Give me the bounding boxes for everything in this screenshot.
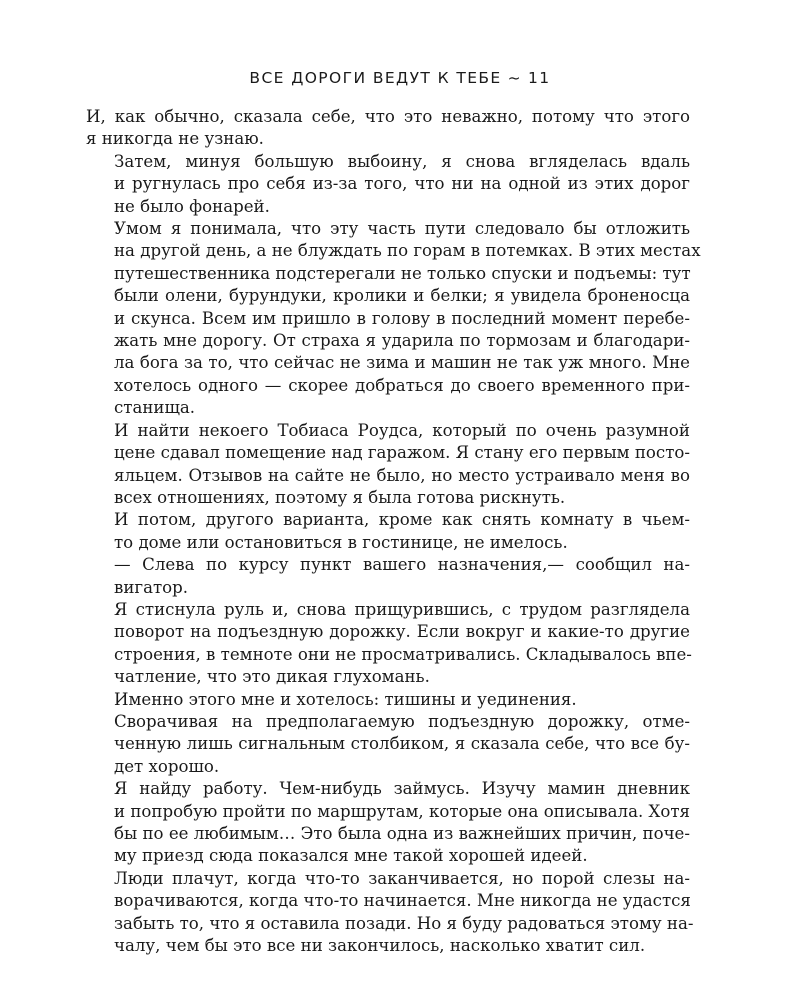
text-line: яльцем. Отзывов на сайте не было, но место устраивало меня во <box>114 465 690 485</box>
text-line: дет хорошо. <box>114 756 220 776</box>
paragraph <box>86 599 690 689</box>
text-line: и ругнулась про себя из-за того, что ни на одной из этих дорог <box>114 174 690 194</box>
text-line: — Слева по курсу пункт вашего назначения,— сообщил на- <box>114 555 690 575</box>
text-line: хотелось одного — скорее добраться до своего временного при- <box>114 375 690 395</box>
text-line: Я найду работу. Чем-нибудь займусь. Изучу мамин дневник <box>114 779 690 799</box>
paragraph <box>86 106 690 151</box>
text-line: станища. <box>114 398 196 418</box>
text-line: были олени, бурундуки, кролики и белки; я увидела броненосца <box>114 286 690 306</box>
body-text <box>86 106 701 957</box>
text-line: забыть то, что я оставила позади. Но я буду радоваться этому на- <box>114 913 694 933</box>
paragraph <box>86 868 694 958</box>
text-line: И найти некоего Тобиаса Роудса, который по очень разумной <box>114 420 690 440</box>
text-line: ла бога за то, что сейчас не зима и машин не так уж много. Мне <box>114 353 690 373</box>
text-line: Сворачивая на предполагаемую подъездную дорожку, отме- <box>114 711 690 731</box>
paragraph <box>86 711 690 778</box>
text-line: Люди плачут, когда что-то заканчивается, но порой слезы на- <box>114 868 690 888</box>
text-line: ворачиваются, когда что-то начинается. Мне никогда не удастся <box>114 891 691 911</box>
text-line: поворот на подъездную дорожку. Если вокруг и какие-то другие <box>114 622 690 642</box>
text-line: вигатор. <box>114 577 189 597</box>
text-line: и скунса. Всем им пришло в голову в последний момент перебе- <box>114 308 690 328</box>
paragraph <box>86 778 690 868</box>
text-line: и попробую пройти по маршрутам, которые она описывала. Хотя <box>114 801 690 821</box>
text-line: строения, в темноте они не просматривались. Складывалось впе- <box>114 644 692 664</box>
text-line: то доме или остановиться в гостинице, не имелось. <box>114 532 568 552</box>
text-line: цене сдавал помещение над гаражом. Я стану его первым посто- <box>114 443 690 463</box>
text-line: И потом, другого варианта, кроме как снять комнату в чьем- <box>114 510 690 530</box>
header-separator: ~ <box>507 69 523 87</box>
text-line: жать мне дорогу. От страха я ударила по тормозам и благодари- <box>114 331 690 351</box>
text-line: чатление, что это дикая глухомань. <box>114 667 430 687</box>
paragraph <box>86 689 690 711</box>
text-line: я никогда не узнаю. <box>86 129 264 149</box>
page-number: 11 <box>528 69 551 87</box>
text-line: ченную лишь сигнальным столбиком, я сказала себе, что все бу- <box>114 734 690 754</box>
paragraph <box>86 151 690 218</box>
text-line: на другой день, а не блуждать по горам в потемках. В этих местах <box>114 241 701 261</box>
running-header <box>0 69 800 87</box>
book-title: ВСЕ ДОРОГИ ВЕДУТ К ТЕБЕ <box>249 69 502 87</box>
text-line: бы по ее любимым… Это была одна из важнейших причин, поче- <box>114 824 690 843</box>
text-line: Я стиснула руль и, снова прищурившись, с трудом разглядела <box>114 599 690 619</box>
text-line: И, как обычно, сказала себе, что это неважно, потому что этого <box>86 107 690 126</box>
text-line: не было фонарей. <box>114 196 270 216</box>
text-line: всех отношениях, поэтому я была готова рискнуть. <box>114 487 566 507</box>
text-line: путешественника подстерегали не только спуски и подъемы: тут <box>114 263 691 283</box>
paragraph <box>86 554 690 599</box>
text-line: Затем, минуя большую выбоину, я снова вгляделась вдаль <box>114 151 690 171</box>
paragraph <box>86 420 690 510</box>
text-line: Умом я понимала, что эту часть пути следовало бы отложить <box>114 219 690 239</box>
text-line: му приезд сюда показался мне такой хорошей идеей. <box>114 846 588 866</box>
text-line: Именно этого мне и хотелось: тишины и уединения. <box>114 689 577 709</box>
text-line: чалу, чем бы это все ни закончилось, насколько хватит сил. <box>114 936 646 956</box>
paragraph <box>86 218 701 420</box>
paragraph <box>86 509 690 554</box>
